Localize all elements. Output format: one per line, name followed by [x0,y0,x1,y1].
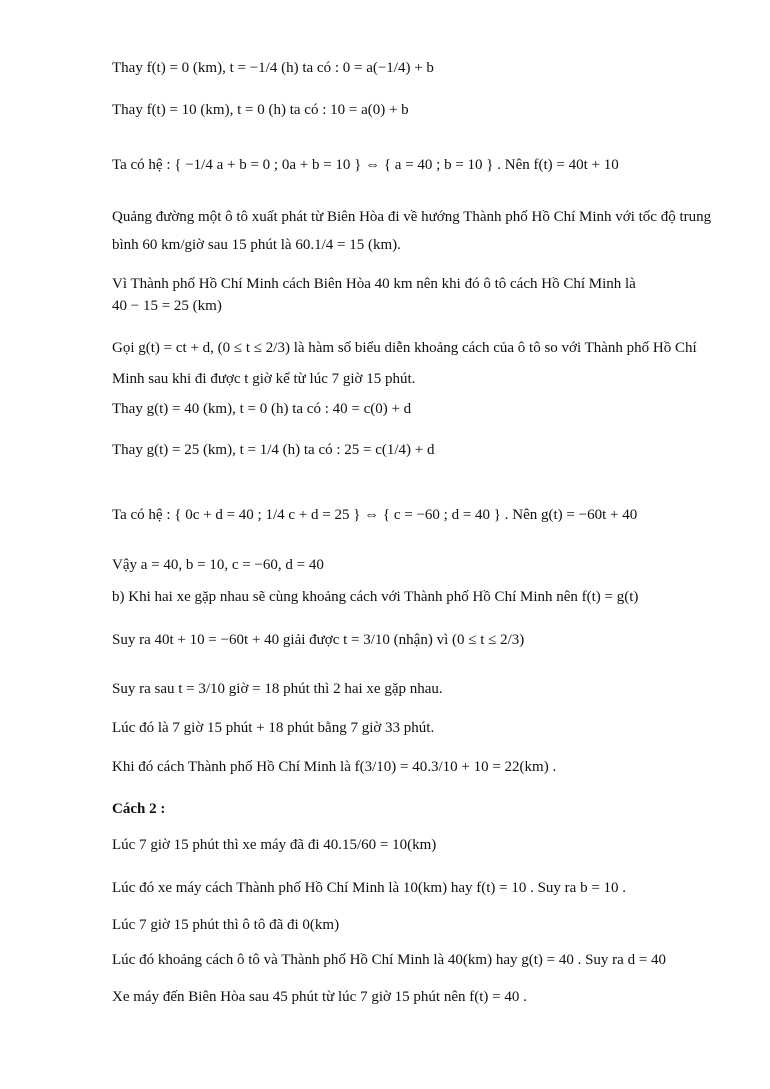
line-car-distance-1: Quảng đường một ô tô xuất phát từ Biên Hòa đi về hướng Thành phố Hồ Chí Minh với tốc độ trung [112,209,712,225]
line-distance-hcm-2: 40 − 15 = 25 (km) [112,298,222,314]
line-define-g-1: Gọi g(t) = ct + d, (0 ≤ t ≤ 2/3) là hàm số biểu diễn khoảng cách của ô tô so với Thành phố Hồ Chí [112,340,697,356]
line-car-zero: Lúc 7 giờ 15 phút thì ô tô đã đi 0(km) [112,917,340,933]
line-meet-time: Suy ra sau t = 3/10 giờ = 18 phút thì 2 hai xe gặp nhau. [112,681,443,697]
line-car-distance-2: bình 60 km/giờ sau 15 phút là 60.1/4 = 15 (km). [112,237,401,253]
line-conclusion-values: Vậy a = 40, b = 10, c = −60, d = 40 [112,557,324,573]
line-meet-distance: Khi đó cách Thành phố Hồ Chí Minh là f(3/10) = 40.3/10 + 10 = 22(km) . [112,759,557,775]
line-distance-hcm-1: Vì Thành phố Hồ Chí Minh cách Biên Hòa 40 km nên khi đó ô tô cách Hồ Chí Minh là [112,276,636,292]
line-system-cd: Ta có hệ : { 0c + d = 40 ; 1/4 c + d = 25 } ⇔ { c = −60 ; d = 40 } . Nên g(t) = −60t + 40 [112,507,638,523]
line-define-g-2: Minh sau khi đi được t giờ kể từ lúc 7 giờ 15 phút. [112,371,416,387]
line-substitute-g40: Thay g(t) = 40 (km), t = 0 (h) ta có : 40 = c(0) + d [112,401,412,417]
line-motorbike-arrival: Xe máy đến Biên Hòa sau 45 phút từ lúc 7 giờ 15 phút nên f(t) = 40 . [112,989,527,1005]
line-substitute-f0: Thay f(t) = 0 (km), t = −1/4 (h) ta có : 0 = a(−1/4) + b [112,60,434,76]
heading-cach-2: Cách 2 : [112,801,166,817]
line-car-d: Lúc đó khoảng cách ô tô và Thành phố Hồ Chí Minh là 40(km) hay g(t) = 40 . Suy ra d = 40 [112,952,667,968]
line-system-ab: Ta có hệ : { −1/4 a + b = 0 ; 0a + b = 10 } ⇔ { a = 40 ; b = 10 } . Nên f(t) = 40t + 10 [112,157,619,173]
line-substitute-f10: Thay f(t) = 10 (km), t = 0 (h) ta có : 10 = a(0) + b [112,102,409,118]
line-solve-t: Suy ra 40t + 10 = −60t + 40 giải được t = 3/10 (nhận) vì (0 ≤ t ≤ 2/3) [112,632,525,648]
line-motorbike-distance: Lúc 7 giờ 15 phút thì xe máy đã đi 40.15/60 = 10(km) [112,837,437,853]
line-motorbike-b: Lúc đó xe máy cách Thành phố Hồ Chí Minh là 10(km) hay f(t) = 10 . Suy ra b = 10 . [112,880,627,896]
line-clock-time: Lúc đó là 7 giờ 15 phút + 18 phút bằng 7 giờ 33 phút. [112,720,435,736]
line-part-b: b) Khi hai xe gặp nhau sẽ cùng khoảng cách với Thành phố Hồ Chí Minh nên f(t) = g(t) [112,589,639,605]
line-substitute-g25: Thay g(t) = 25 (km), t = 1/4 (h) ta có : 25 = c(1/4) + d [112,442,435,458]
